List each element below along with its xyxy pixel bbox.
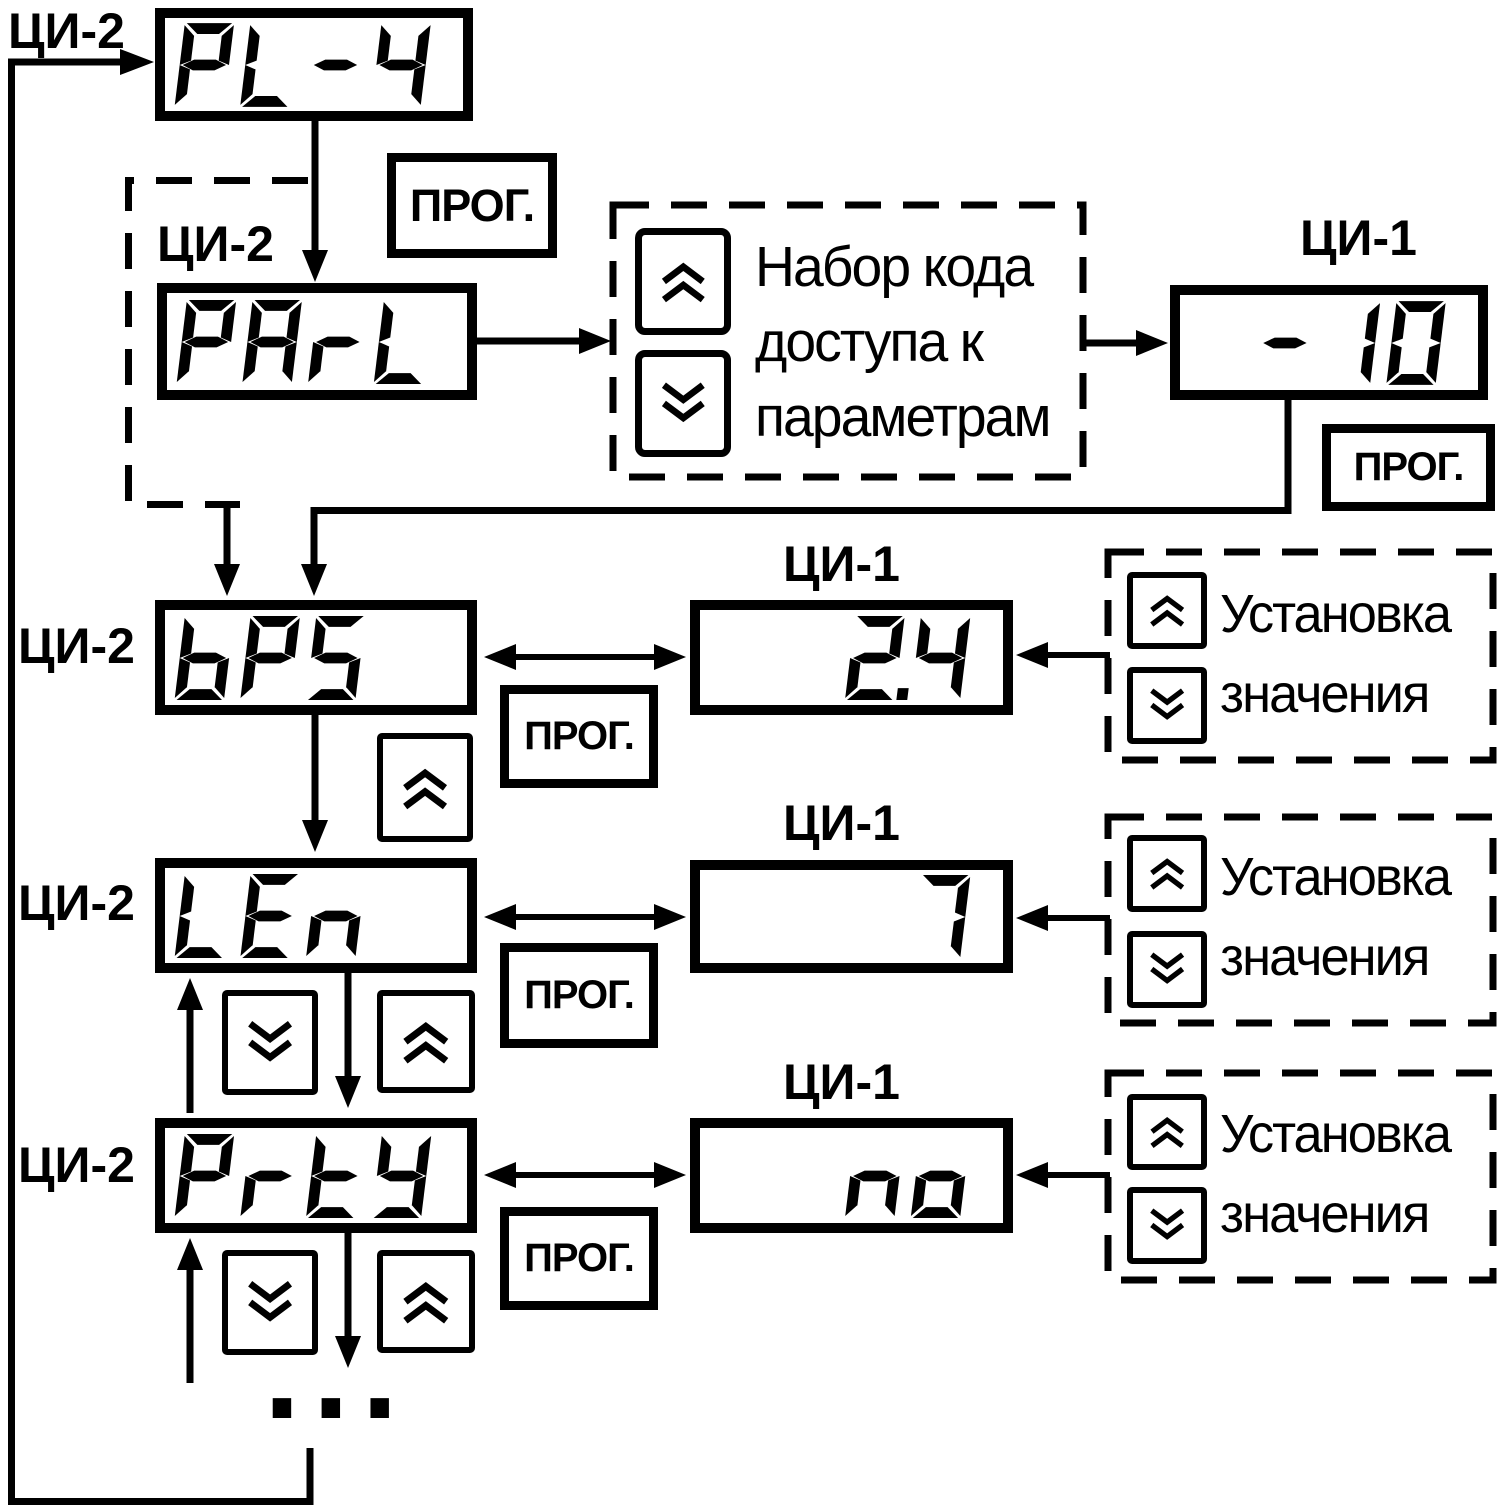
ci1-label-bps-value: ЦИ-1 — [783, 536, 900, 592]
set-value-panel-prty — [1108, 1073, 1493, 1280]
up-button-code-entry[interactable] — [635, 228, 731, 335]
seven-segment-text — [173, 616, 456, 700]
double-chevron-up-icon — [1142, 586, 1192, 634]
prog-button-prty[interactable]: ПРОГ. — [500, 1207, 658, 1310]
seven-segment-text — [712, 616, 995, 700]
arrowhead — [1016, 642, 1048, 668]
ci2-label-bps: ЦИ-2 — [18, 618, 135, 674]
arrowhead — [654, 1162, 686, 1188]
arrowhead — [484, 1162, 516, 1188]
arrowhead — [1016, 905, 1048, 931]
seven-segment-text — [173, 23, 455, 107]
double-chevron-up-icon — [653, 247, 714, 316]
arrowhead — [1016, 1162, 1048, 1188]
arrowhead — [302, 250, 328, 282]
set-value-panel-bps — [1108, 552, 1493, 760]
down-button-code-entry[interactable] — [635, 350, 731, 457]
arrowhead — [120, 49, 154, 75]
prog-button-len[interactable]: ПРОГ. — [500, 943, 658, 1048]
arrowhead — [214, 564, 240, 596]
seven-segment-text — [175, 300, 458, 384]
display-parl — [157, 283, 477, 400]
display-pl4 — [155, 8, 473, 121]
down-button-set-len[interactable] — [1127, 931, 1207, 1008]
arrowhead — [177, 978, 203, 1010]
double-chevron-down-icon — [1142, 1201, 1192, 1249]
menu-continues-ellipsis: ... — [262, 1321, 409, 1443]
code-entry-panel — [613, 205, 1083, 477]
display-bps — [155, 600, 477, 715]
prog-button-parl[interactable]: ПРОГ. — [387, 153, 557, 258]
arrowhead — [301, 564, 327, 596]
up-button-set-len[interactable] — [1127, 835, 1207, 912]
down-button-len-row[interactable] — [222, 990, 318, 1095]
display-len-value — [690, 860, 1013, 973]
arrowhead — [1136, 330, 1168, 356]
arrowhead — [484, 904, 516, 930]
display-access-code — [1170, 285, 1488, 400]
ci2-label-len: ЦИ-2 — [18, 875, 135, 931]
double-chevron-up-icon — [1142, 1108, 1192, 1155]
up-button-set-prty[interactable] — [1127, 1094, 1207, 1170]
prog-button-bps[interactable]: ПРОГ. — [500, 685, 658, 788]
set-value-text: Установка значения — [1220, 1104, 1451, 1244]
code-entry-text: Набор кода доступа к параметрам — [755, 235, 1050, 449]
up-button-bps-row[interactable] — [377, 733, 473, 842]
down-button-set-bps[interactable] — [1127, 667, 1207, 744]
ci2-label-prty: ЦИ-2 — [18, 1137, 135, 1193]
ci2-label-pl4: ЦИ-2 — [8, 3, 125, 59]
double-chevron-down-icon — [239, 1008, 301, 1077]
double-chevron-up-icon — [394, 1008, 458, 1075]
arrowhead — [302, 820, 328, 852]
arrowhead — [177, 1238, 203, 1270]
arrowhead — [335, 1076, 361, 1108]
arrowhead — [484, 644, 516, 670]
ci2-label-parl: ЦИ-2 — [157, 216, 274, 272]
double-chevron-down-icon — [1142, 945, 1192, 993]
arrowhead — [654, 904, 686, 930]
display-len — [155, 858, 477, 973]
arrowhead — [579, 328, 611, 354]
set-value-panel-len — [1108, 817, 1493, 1023]
ci1-label-prty-value: ЦИ-1 — [783, 1054, 900, 1110]
arrowhead — [654, 644, 686, 670]
double-chevron-down-icon — [653, 369, 714, 438]
set-value-text: Установка значения — [1220, 847, 1451, 987]
seven-segment-text — [712, 1134, 995, 1218]
display-bps-value — [690, 600, 1013, 715]
set-value-text: Установка значения — [1220, 584, 1451, 724]
seven-segment-text — [712, 875, 995, 959]
double-chevron-up-icon — [1142, 849, 1192, 897]
display-prty-value — [690, 1118, 1013, 1233]
double-chevron-down-icon — [1142, 681, 1192, 729]
seven-segment-text — [173, 874, 456, 958]
ci1-label-len-value: ЦИ-1 — [783, 795, 900, 851]
up-button-set-bps[interactable] — [1127, 572, 1207, 649]
ci1-label-code: ЦИ-1 — [1300, 210, 1417, 266]
seven-segment-text — [1188, 301, 1470, 385]
up-button-len-row[interactable] — [377, 990, 475, 1093]
double-chevron-up-icon — [394, 752, 456, 824]
display-prty — [155, 1118, 477, 1233]
seven-segment-text — [173, 1134, 456, 1218]
prog-button-code[interactable]: ПРОГ. — [1322, 424, 1495, 511]
down-button-set-prty[interactable] — [1127, 1187, 1207, 1264]
